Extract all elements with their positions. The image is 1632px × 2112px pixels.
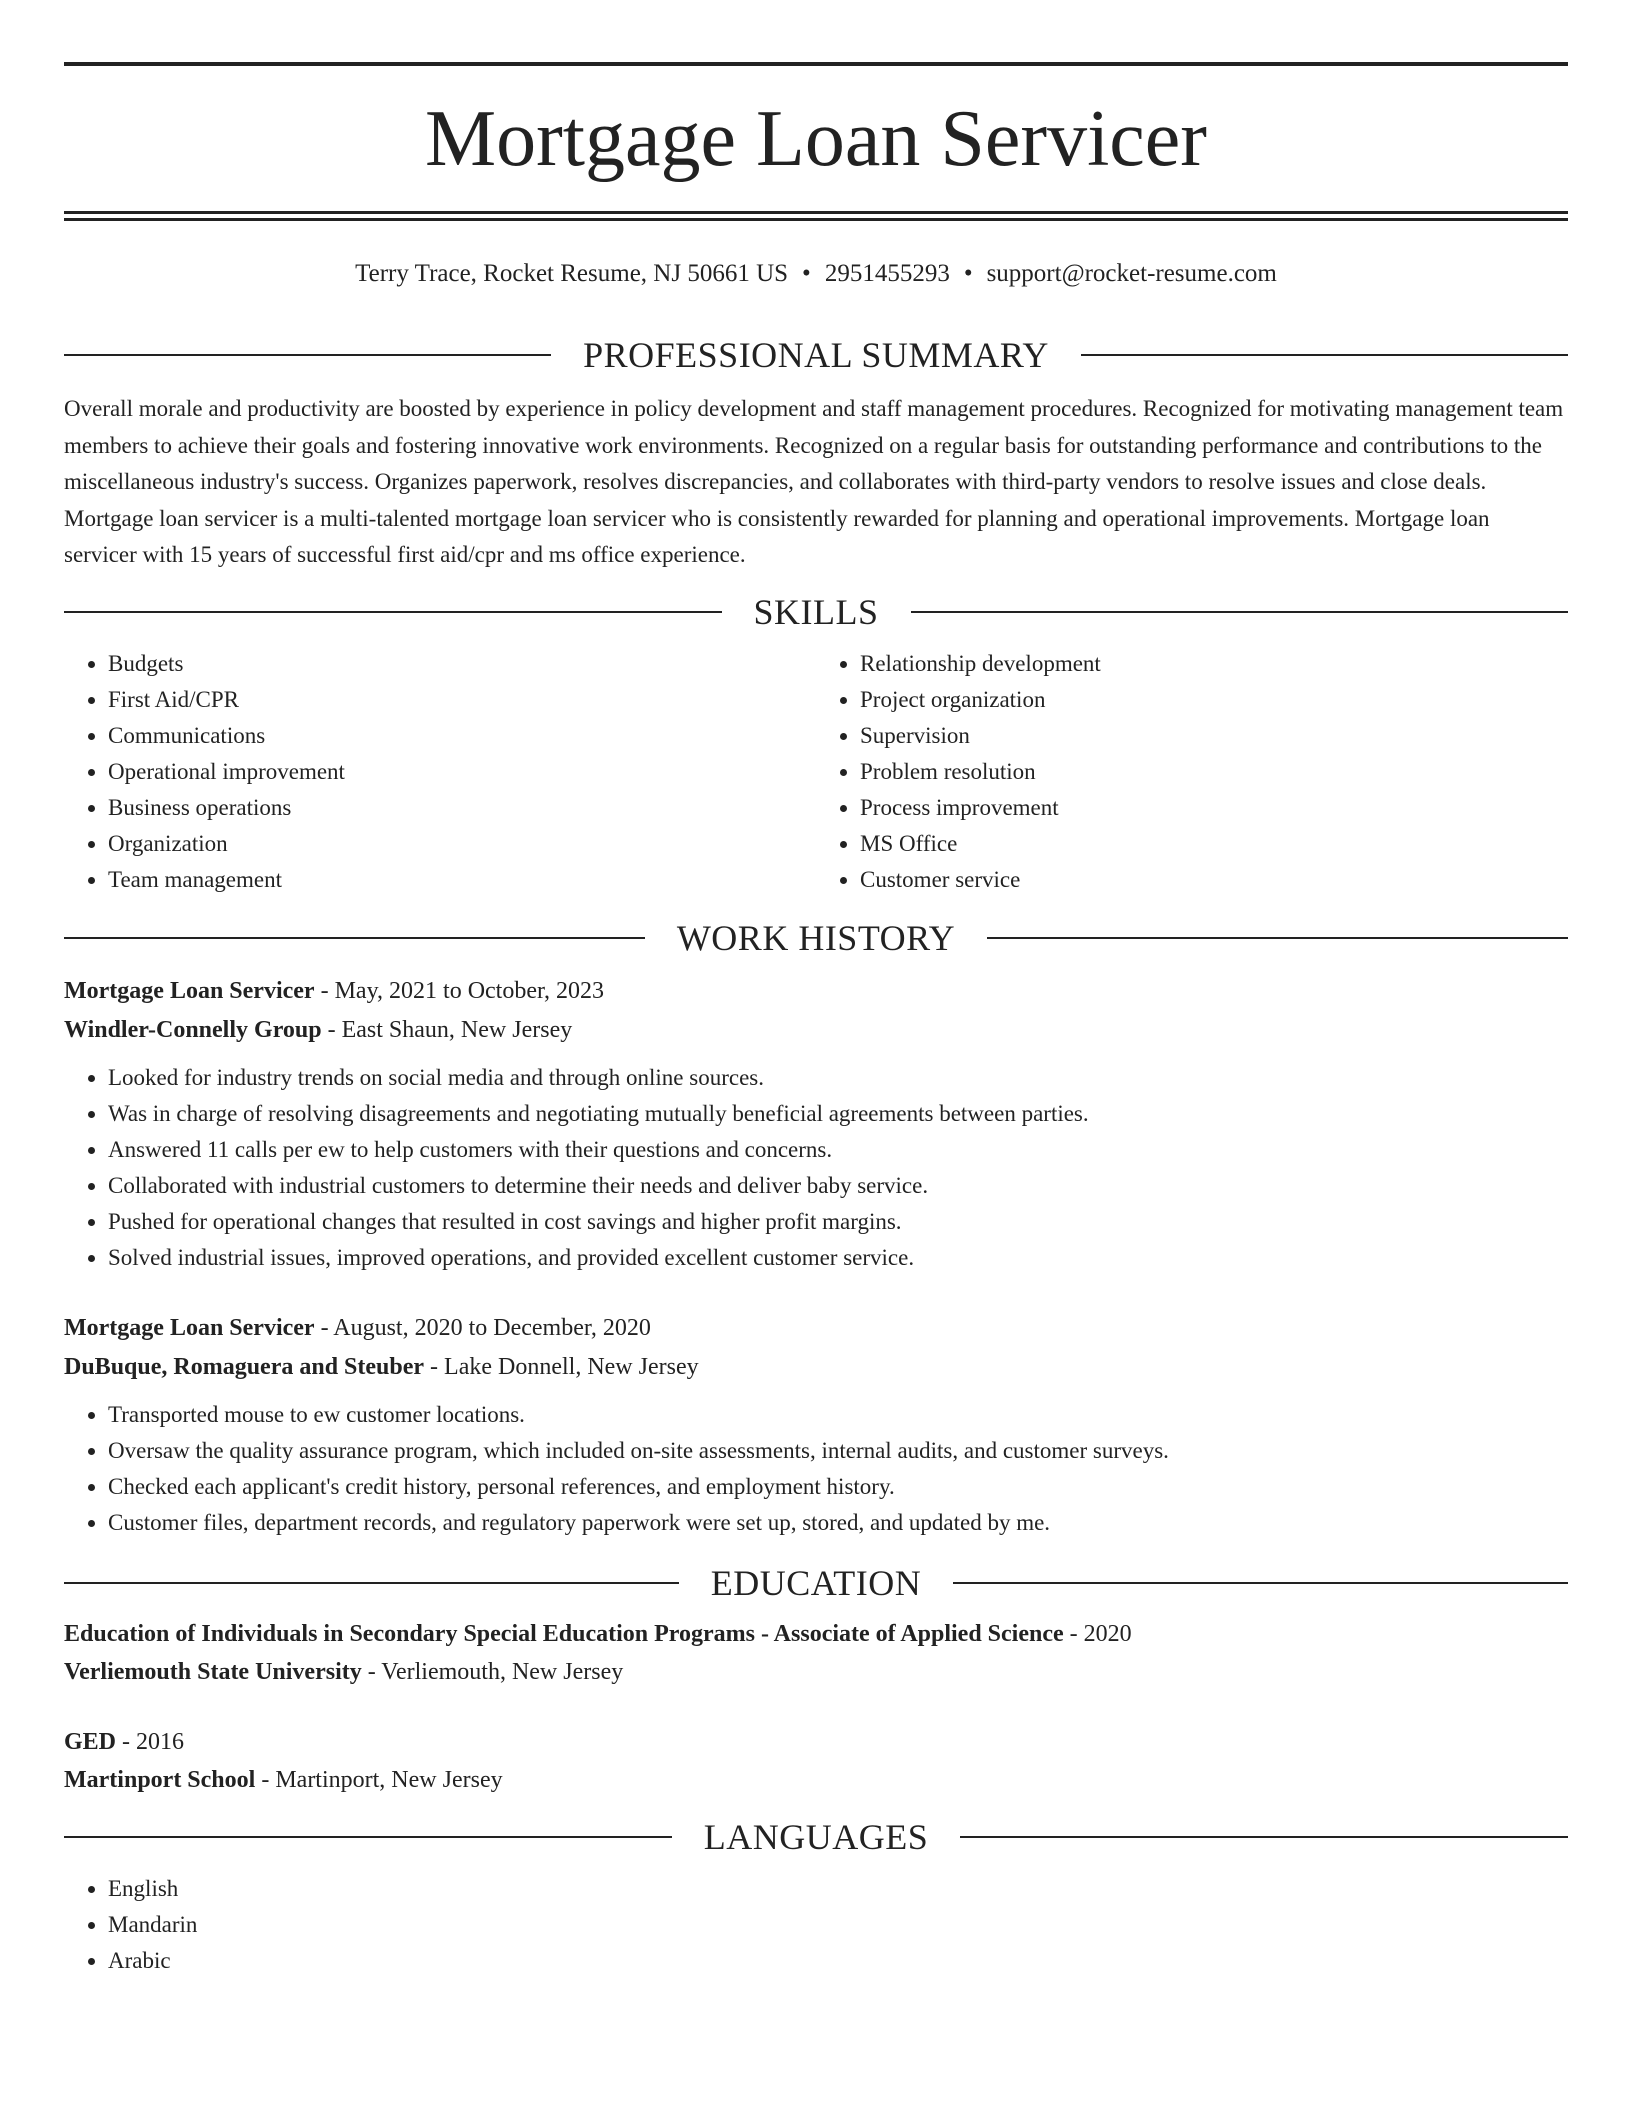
language-item: • Mandarin bbox=[108, 1907, 1568, 1943]
degree-name: GED bbox=[64, 1728, 117, 1755]
skill-item: • Team management bbox=[108, 862, 816, 898]
contact-email: support@rocket-resume.com bbox=[986, 260, 1277, 287]
heading-rule bbox=[911, 611, 1569, 613]
skill-item: • Problem resolution bbox=[860, 754, 1568, 790]
job-dates: - May, 2021 to October, 2023 bbox=[314, 977, 605, 1004]
header-double-rule bbox=[64, 211, 1568, 221]
heading-rule bbox=[953, 1582, 1568, 1584]
school-line bbox=[64, 1761, 1568, 1799]
job-location: - East Shaun, New Jersey bbox=[321, 1016, 573, 1043]
job-location: - Lake Donnell, New Jersey bbox=[424, 1353, 699, 1380]
skill-item: • First Aid/CPR bbox=[108, 682, 816, 718]
skill-item: • Supervision bbox=[860, 718, 1568, 754]
job-title-line bbox=[64, 972, 1568, 1011]
school-name: Verliemouth State University bbox=[64, 1658, 362, 1685]
job-duties bbox=[64, 1060, 1568, 1276]
job-company: Windler-Connelly Group bbox=[64, 1016, 322, 1043]
skill-item: • Process improvement bbox=[860, 790, 1568, 826]
heading-rule bbox=[987, 937, 1568, 939]
skill-item: • Relationship development bbox=[860, 646, 1568, 682]
job-duty: • Oversaw the quality assurance program, which included on-site assessments, internal audits, and customer surveys. bbox=[108, 1433, 1568, 1469]
heading-rule bbox=[64, 611, 722, 613]
job-entry bbox=[64, 972, 1568, 1276]
language-item: • English bbox=[108, 1871, 1568, 1907]
job-duty: • Checked each applicant's credit history, personal references, and employment history. bbox=[108, 1469, 1568, 1505]
job-duty: • Was in charge of resolving disagreements and negotiating mutually beneficial agreements between parties. bbox=[108, 1096, 1568, 1132]
job-company-line bbox=[64, 1348, 1568, 1387]
skills-heading bbox=[64, 592, 1568, 632]
job-duty: • Solved industrial issues, improved operations, and provided excellent customer service. bbox=[108, 1240, 1568, 1276]
education-entry bbox=[64, 1615, 1568, 1691]
skill-item: • Business operations bbox=[108, 790, 816, 826]
job-duty: • Pushed for operational changes that resulted in cost savings and higher profit margins. bbox=[108, 1204, 1568, 1240]
school-name: Martinport School bbox=[64, 1766, 256, 1793]
skills-list-left bbox=[64, 646, 816, 898]
degree-line bbox=[64, 1723, 1568, 1761]
job-duties bbox=[64, 1397, 1568, 1541]
header-top-rule bbox=[64, 62, 1568, 66]
resume-title: Mortgage Loan Servicer bbox=[425, 95, 1207, 183]
summary-text: Overall morale and productivity are boosted by experience in policy development and staff management procedures. Recognized for motivating management team members to achieve their goals and fostering innovative work environments. Recognized on a regular basis for outstanding performance and contributions to the miscellaneous industry's success. Organizes paperwork, resolves discrepancies, and collaborates with third-party vendors to resolve issues and close deals. Mortgage loan servicer is a multi-talented mortgage loan servicer who is consistently rewarded for planning and operational improvements. Mortgage loan servicer with 15 years of successful first aid/cpr and ms office experience. bbox=[64, 396, 1564, 567]
contact-separator: • bbox=[802, 260, 811, 287]
job-duty: • Looked for industry trends on social media and through online sources. bbox=[108, 1060, 1568, 1096]
skill-item: • Budgets bbox=[108, 646, 816, 682]
education-entry bbox=[64, 1723, 1568, 1799]
school-location: - Verliemouth, New Jersey bbox=[361, 1658, 624, 1685]
heading-rule bbox=[64, 937, 645, 939]
contact-line bbox=[64, 257, 1568, 291]
job-duty: • Transported mouse to ew customer locations. bbox=[108, 1397, 1568, 1433]
skill-item: • Customer service bbox=[860, 862, 1568, 898]
skill-item: • Communications bbox=[108, 718, 816, 754]
skill-item: • Project organization bbox=[860, 682, 1568, 718]
summary-heading-text: PROFESSIONAL SUMMARY bbox=[583, 335, 1049, 375]
job-title-line bbox=[64, 1309, 1568, 1348]
work-heading bbox=[64, 918, 1568, 958]
summary-heading bbox=[64, 335, 1568, 375]
job-company: DuBuque, Romaguera and Steuber bbox=[64, 1353, 425, 1380]
skill-item: • MS Office bbox=[860, 826, 1568, 862]
languages-heading-text: LANGUAGES bbox=[703, 1816, 929, 1857]
contact-phone: 2951455293 bbox=[824, 260, 950, 287]
degree-name: Education of Individuals in Secondary Special Education Programs - Associate of Applied Science bbox=[64, 1620, 1064, 1647]
skills-columns bbox=[64, 646, 1568, 898]
job-duty: • Collaborated with industrial customers to determine their needs and deliver baby service. bbox=[108, 1168, 1568, 1204]
degree-year: - 2020 bbox=[1063, 1620, 1132, 1647]
job-duty: • Answered 11 calls per ew to help customers with their questions and concerns. bbox=[108, 1132, 1568, 1168]
job-duty: • Customer files, department records, and regulatory paperwork were set up, stored, and updated by me. bbox=[108, 1505, 1568, 1541]
school-line bbox=[64, 1653, 1568, 1691]
work-heading-text: WORK HISTORY bbox=[676, 917, 956, 958]
job-company-line bbox=[64, 1011, 1568, 1050]
skills-heading-text: SKILLS bbox=[753, 591, 879, 632]
degree-year: - 2016 bbox=[116, 1728, 185, 1755]
languages-list bbox=[64, 1871, 1568, 1979]
contact-address: Terry Trace, Rocket Resume, NJ 50661 US bbox=[355, 260, 789, 287]
skill-item: • Organization bbox=[108, 826, 816, 862]
heading-rule bbox=[64, 1582, 679, 1584]
job-dates: - August, 2020 to December, 2020 bbox=[314, 1314, 651, 1341]
skill-item: • Operational improvement bbox=[108, 754, 816, 790]
education-heading bbox=[64, 1563, 1568, 1603]
language-item: • Arabic bbox=[108, 1943, 1568, 1979]
heading-rule bbox=[64, 1836, 672, 1838]
contact-separator: • bbox=[963, 260, 973, 287]
job-title: Mortgage Loan Servicer bbox=[64, 1314, 315, 1341]
heading-rule bbox=[64, 354, 551, 356]
resume-page bbox=[64, 0, 1568, 1979]
languages-heading bbox=[64, 1817, 1568, 1857]
job-title: Mortgage Loan Servicer bbox=[64, 977, 315, 1004]
job-entry bbox=[64, 1309, 1568, 1541]
degree-line bbox=[64, 1615, 1568, 1653]
heading-rule bbox=[960, 1836, 1568, 1838]
skills-list-right bbox=[816, 646, 1568, 898]
heading-rule bbox=[1081, 354, 1568, 356]
school-location: - Martinport, New Jersey bbox=[255, 1766, 503, 1793]
education-heading-text: EDUCATION bbox=[710, 1562, 922, 1603]
